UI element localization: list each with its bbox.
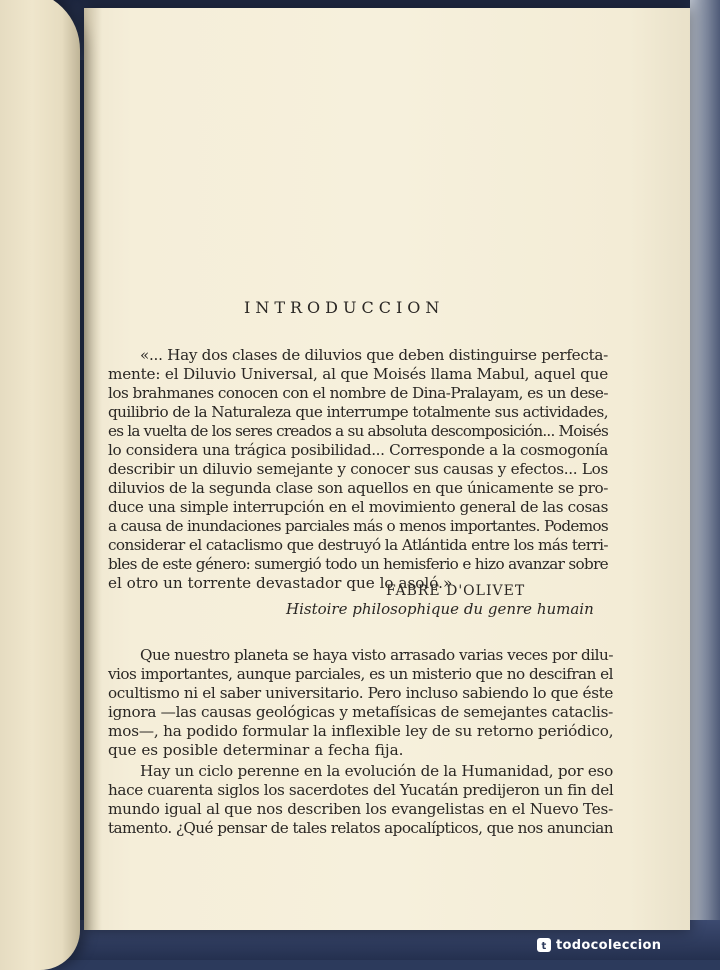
background-right [690, 0, 720, 960]
watermark-text: todocoleccion [556, 937, 662, 953]
quote-line: los brahmanes conocen con el nombre de Dina-Pralayam, es un dese- [108, 384, 608, 402]
body-line: Que nuestro planeta se haya visto arrasado varias veces por dilu- [140, 646, 613, 664]
body-line: mos—, ha podido formular la inflexible ley de su retorno periódico, [108, 722, 614, 740]
quote-line: considerar el cataclismo que destruyó la Atlántida entre los más terri- [108, 536, 608, 554]
body-line: mundo igual al que nos describen los evangelistas en el Nuevo Tes- [108, 800, 614, 818]
page-gutter-shadow [84, 8, 102, 930]
quote-line: «... Hay dos clases de diluvios que deben distinguirse perfecta- [140, 346, 608, 364]
body-line: ocultismo ni el saber universitario. Pero incluso sabiendo lo que éste [108, 684, 613, 702]
svg-text:t: t [541, 941, 547, 952]
body-line: Hay un ciclo perenne en la evolución de la Humanidad, por eso [140, 762, 613, 780]
quote-line: quilibrio de la Naturaleza que interrumpe totalmente sus actividades, [108, 403, 608, 421]
chapter-heading: INTRODUCCION [244, 298, 445, 317]
quote-line: bles de este género: sumergió todo un hemisferio e hizo avanzar sobre [108, 555, 608, 573]
quote-line: a causa de inundaciones parciales más o menos importantes. Podemos [108, 517, 608, 535]
quote-line: mente: el Diluvio Universal, al que Moisés llama Mabul, aquel que [108, 365, 609, 383]
body-line: hace cuarenta siglos los sacerdotes del Yucatán predijeron un fin del [108, 781, 614, 799]
quote-line: describir un diluvio semejante y conocer sus causas y efectos... Los [108, 460, 608, 478]
quote-line: es la vuelta de los seres creados a su absoluta descomposición... Moisés [108, 422, 608, 440]
body-line: vios importantes, aunque parciales, es un misterio que no descifran el [108, 665, 613, 683]
watermark-logo-icon [536, 937, 552, 953]
body-line: tamento. ¿Qué pensar de tales relatos apocalípticos, que nos anuncian [108, 819, 613, 837]
quote-source-title: Histoire philosophique du genre humain [286, 600, 594, 618]
quote-line: el otro un torrente devastador que lo asoló.» [108, 574, 453, 592]
quote-author: FABRE D'OLIVET [386, 583, 526, 599]
quote-line: diluvios de la segunda clase son aquellos en que únicamente se pro- [108, 479, 608, 497]
facing-page-edge [0, 0, 80, 970]
quote-line: duce una simple interrupción en el movimiento general de las cosas [108, 498, 608, 516]
body-line: que es posible determinar a fecha fija. [108, 741, 404, 759]
watermark [536, 934, 661, 956]
body-line: ignora —las causas geológicas y metafísicas de semejantes cataclis- [108, 703, 613, 721]
quote-line: lo considera una trágica posibilidad... Corresponde a la cosmogonía [108, 441, 608, 459]
